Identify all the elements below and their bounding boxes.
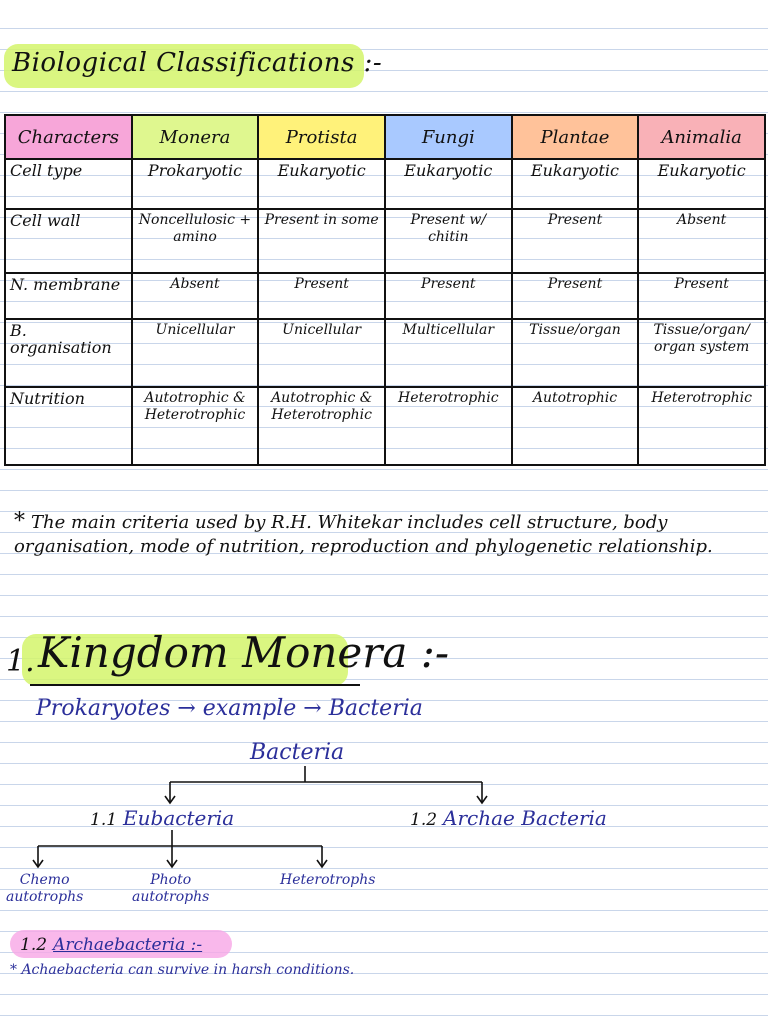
row-label: Cell wall: [5, 209, 132, 273]
archae-number: 1.2: [20, 935, 48, 955]
table-cell: Absent: [132, 273, 259, 319]
archaebacteria-note: * Achaebacteria can survive in harsh conditions.: [10, 962, 355, 978]
leaf-line: Photo: [150, 872, 192, 888]
section-number: 1.: [6, 644, 35, 679]
table-cell: Eukaryotic: [512, 159, 639, 209]
section-title: Kingdom Monera :-: [38, 628, 450, 677]
table-cell: Unicellular: [132, 319, 259, 387]
archaebacteria-heading: [20, 935, 202, 955]
leaf-line: Heterotrophs: [280, 872, 376, 888]
table-cell: Unicellular: [258, 319, 385, 387]
row-label: Cell type: [5, 159, 132, 209]
header-monera: Monera: [132, 115, 259, 159]
row-label: B. organisation: [5, 319, 132, 387]
leaf-line: Chemo: [19, 872, 70, 888]
tree-root-bacteria: Bacteria: [250, 740, 345, 765]
tree-branch-eubacteria: [90, 806, 234, 830]
branch-number: 1.1: [90, 810, 118, 830]
header-characters: Characters: [5, 115, 132, 159]
table-cell: Absent: [638, 209, 765, 273]
table-cell: Autotrophic & Heterotrophic: [258, 387, 385, 465]
asterisk-icon: *: [14, 509, 25, 534]
row-label: Nutrition: [5, 387, 132, 465]
table-cell: Tissue/organ/ organ system: [638, 319, 765, 387]
leaf-line: autotrophs: [6, 889, 84, 905]
table-cell: Autotrophic & Heterotrophic: [132, 387, 259, 465]
branch-label: Archae Bacteria: [443, 806, 607, 830]
header-animalia: Animalia: [638, 115, 765, 159]
table-cell: Autotrophic: [512, 387, 639, 465]
table-cell: Heterotrophic: [385, 387, 512, 465]
row-label: N. membrane: [5, 273, 132, 319]
archae-label: Archaebacteria :-: [53, 935, 203, 955]
table-cell: Eukaryotic: [638, 159, 765, 209]
table-cell: Eukaryotic: [385, 159, 512, 209]
tree-leaf-photoautotrophs: [132, 872, 209, 906]
table-cell: Noncellulosic + amino: [132, 209, 259, 273]
criteria-note-text: The main criteria used by R.H. Whitekar includes cell structure, body organisation, mode of nutrition, reproduction and phylogenetic relationship.: [14, 512, 713, 557]
table-cell: Present: [638, 273, 765, 319]
branch-label: Eubacteria: [123, 806, 235, 830]
table-cell: Present: [258, 273, 385, 319]
table-cell: Present: [512, 209, 639, 273]
table-cell: Present in some: [258, 209, 385, 273]
tree-leaf-heterotrophs: [280, 872, 375, 889]
page-title: Biological Classifications :-: [12, 48, 383, 78]
table-cell: Multicellular: [385, 319, 512, 387]
header-protista: Protista: [258, 115, 385, 159]
leaf-line: autotrophs: [132, 889, 210, 905]
table-cell: Heterotrophic: [638, 387, 765, 465]
header-plantae: Plantae: [512, 115, 639, 159]
branch-number: 1.2: [410, 810, 438, 830]
table-cell: Tissue/organ: [512, 319, 639, 387]
header-fungi: Fungi: [385, 115, 512, 159]
table-cell: Prokaryotic: [132, 159, 259, 209]
table-cell: Present w/ chitin: [385, 209, 512, 273]
table-cell: Eukaryotic: [258, 159, 385, 209]
table-cell: Present: [385, 273, 512, 319]
tree-leaf-chemoautotrophs: [6, 872, 83, 906]
table-cell: Present: [512, 273, 639, 319]
prokaryote-flow: Prokaryotes → example → Bacteria: [36, 696, 423, 721]
tree-branch-archaebacteria: [410, 806, 607, 830]
